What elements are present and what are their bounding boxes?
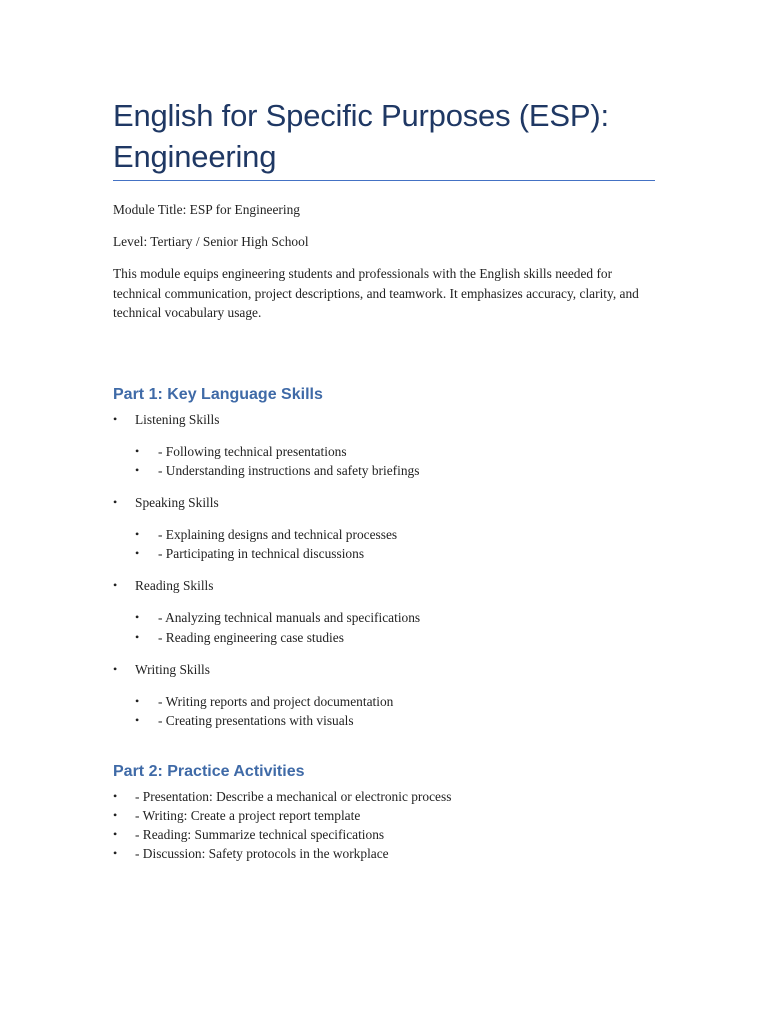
skill-subitem: - Following technical presentations — [158, 444, 347, 459]
skill-label-speaking: Speaking Skills — [135, 495, 219, 510]
bullet-icon: • — [113, 495, 118, 509]
bullet-icon: • — [135, 630, 140, 644]
part2-heading: Part 2: Practice Activities — [113, 763, 305, 780]
part1-heading: Part 1: Key Language Skills — [113, 386, 323, 403]
skill-subitem: - Creating presentations with visuals — [158, 713, 354, 728]
activity-item: - Writing: Create a project report template — [135, 808, 361, 823]
skill-subitem: - Reading engineering case studies — [158, 630, 344, 645]
bullet-icon: • — [113, 662, 118, 676]
skill-subitem: - Explaining designs and technical processes — [158, 527, 398, 542]
bullet-icon: • — [113, 846, 118, 860]
bullet-icon: • — [113, 412, 118, 426]
bullet-icon: • — [113, 808, 118, 822]
activity-item: - Reading: Summarize technical specifications — [135, 827, 385, 842]
bullet-icon: • — [135, 546, 140, 560]
skill-subitem: - Analyzing technical manuals and specifications — [158, 610, 421, 625]
skill-label-writing: Writing Skills — [135, 662, 210, 677]
bullet-icon: • — [113, 789, 118, 803]
bullet-icon: • — [113, 578, 118, 592]
bullet-icon: • — [113, 827, 118, 841]
module-title: Module Title: ESP for Engineering — [113, 202, 300, 217]
document-title: English for Specific Purposes (ESP): Engineering — [113, 98, 609, 174]
skill-subitem: - Participating in technical discussions — [158, 546, 365, 561]
level-line: Level: Tertiary / Senior High School — [113, 234, 309, 249]
intro-paragraph: This module equips engineering students and professionals with the English skills needed for technical communication, project descriptions, and teamwork. It emphasizes accuracy, clarity, and technical vocabulary usage. — [113, 266, 639, 320]
bullet-icon: • — [135, 694, 140, 708]
skill-label-reading: Reading Skills — [135, 578, 214, 593]
title-underline — [113, 180, 655, 181]
activity-item: - Discussion: Safety protocols in the workplace — [135, 846, 389, 861]
skill-subitem: - Understanding instructions and safety briefings — [158, 463, 420, 478]
bullet-icon: • — [135, 444, 140, 458]
bullet-icon: • — [135, 610, 140, 624]
activity-item: - Presentation: Describe a mechanical or electronic process — [135, 789, 452, 804]
skill-label-listening: Listening Skills — [135, 412, 220, 427]
bullet-icon: • — [135, 713, 140, 727]
bullet-icon: • — [135, 463, 140, 477]
bullet-icon: • — [135, 527, 140, 541]
skill-subitem: - Writing reports and project documentation — [158, 694, 394, 709]
